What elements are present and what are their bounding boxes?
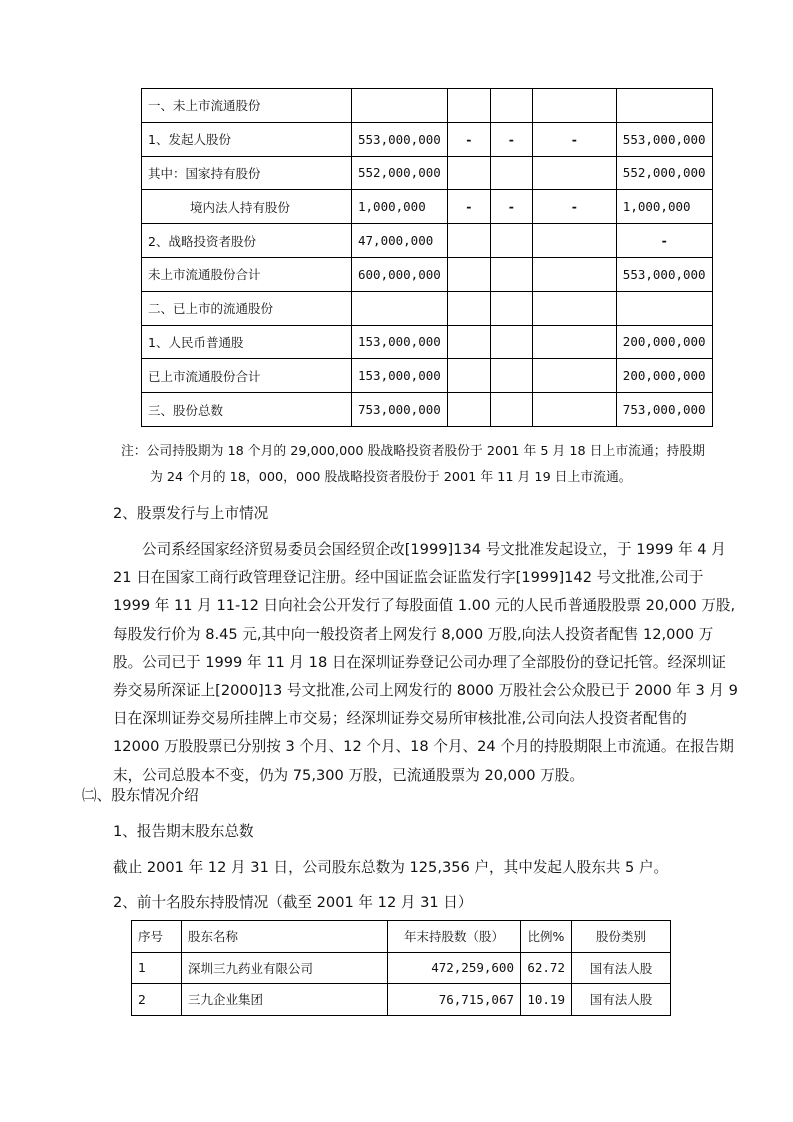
paragraph-line: 1999 年 11 月 11-12 日向社会公开发行了每股面值 1.00 元的人民币普通股股票 20,000 万股,	[113, 597, 736, 615]
table-row	[142, 89, 713, 123]
cell-c3	[532, 291, 616, 325]
table-row	[142, 122, 713, 156]
cell-c2	[490, 393, 532, 427]
cell-c3	[532, 359, 616, 393]
paragraph-line: 12000 万股股票已分别按 3 个月、12 个月、18 个月、24 个月的持股期限上市流通。在报告期	[113, 738, 734, 756]
section-title: 2、股票发行与上市情况	[113, 505, 269, 522]
column-header: 股份类别	[572, 921, 671, 953]
cell-c1	[447, 224, 490, 258]
table-row	[142, 393, 713, 427]
cell-before	[352, 89, 448, 123]
column-header: 序号	[132, 921, 182, 953]
cell-c2: -	[490, 122, 532, 156]
cell-c1	[447, 291, 490, 325]
cell-after: 1,000,000	[616, 190, 712, 224]
note-line-1: 注：公司持股期为 18 个月的 29,000,000 股战略投资者股份于 2001 年 5 月 18 日上市流通；持股期	[121, 444, 705, 459]
cell-label: 境内法人持有股份	[142, 190, 352, 224]
part-title: ㈡、股东情况介绍	[82, 787, 199, 804]
cell-c3	[532, 325, 616, 359]
cell-before: 1,000,000	[352, 190, 448, 224]
cell-c1	[447, 359, 490, 393]
cell-c1: -	[447, 122, 490, 156]
subsection-title: 2、前十名股东持股情况（截至 2001 年 12 月 31 日）	[113, 894, 473, 911]
cell-after: 753,000,000	[616, 393, 712, 427]
cell-c1	[447, 325, 490, 359]
cell-c2	[490, 257, 532, 291]
cell-c3	[532, 224, 616, 258]
table-row	[132, 952, 671, 984]
table-cell: 国有法人股	[572, 952, 671, 984]
cell-after: 200,000,000	[616, 359, 712, 393]
cell-c3	[532, 393, 616, 427]
cell-c3: -	[532, 190, 616, 224]
table-row	[142, 190, 713, 224]
paragraph-line: 公司系经国家经济贸易委员会国经贸企改[1999]134 号文批准发起设立，于 1999 年 4 月	[142, 541, 726, 558]
cell-c3	[532, 156, 616, 190]
cell-before: 600,000,000	[352, 257, 448, 291]
cell-after	[616, 291, 712, 325]
column-header: 股东名称	[182, 921, 388, 953]
table-cell: 2	[132, 984, 182, 1016]
cell-after: 553,000,000	[616, 257, 712, 291]
table-cell: 三九企业集团	[182, 984, 388, 1016]
column-header: 比例%	[521, 921, 572, 953]
cell-c1	[447, 89, 490, 123]
cell-label: 其中：国家持有股份	[142, 156, 352, 190]
cell-c1	[447, 393, 490, 427]
cell-label: 已上市流通股份合计	[142, 359, 352, 393]
table-row	[142, 325, 713, 359]
header-row	[132, 921, 671, 953]
cell-after: 200,000,000	[616, 325, 712, 359]
cell-c2	[490, 89, 532, 123]
paragraph-line: 21 日在国家工商行政管理登记注册。经中国证监会证监发行字[1999]142 号文批准,公司于	[113, 569, 704, 587]
subsection-title: 1、报告期末股东总数	[113, 823, 254, 840]
cell-before: 153,000,000	[352, 359, 448, 393]
cell-c2	[490, 291, 532, 325]
table-cell: 1	[132, 952, 182, 984]
cell-after: -	[616, 224, 712, 258]
table-cell: 472,259,600	[388, 952, 521, 984]
cell-label: 1、人民币普通股	[142, 325, 352, 359]
table-cell: 76,715,067	[388, 984, 521, 1016]
top-shareholders-table	[131, 920, 671, 1016]
table-cell: 10.19	[521, 984, 572, 1016]
cell-c2	[490, 325, 532, 359]
cell-c2	[490, 156, 532, 190]
cell-after: 552,000,000	[616, 156, 712, 190]
cell-label: 1、发起人股份	[142, 122, 352, 156]
cell-label: 2、战略投资者股份	[142, 224, 352, 258]
table-cell: 62.72	[521, 952, 572, 984]
cell-c3	[532, 257, 616, 291]
cell-label: 二、已上市的流通股份	[142, 291, 352, 325]
note-line-2: 为 24 个月的 18，000，000 股战略投资者股份于 2001 年 11 月 19 日上市流通。	[150, 470, 632, 485]
cell-c2: -	[490, 190, 532, 224]
table-row	[142, 224, 713, 258]
cell-after	[616, 89, 712, 123]
cell-c1	[447, 156, 490, 190]
table-cell: 国有法人股	[572, 984, 671, 1016]
cell-before: 553,000,000	[352, 122, 448, 156]
cell-before: 153,000,000	[352, 325, 448, 359]
cell-c1: -	[447, 190, 490, 224]
cell-c2	[490, 359, 532, 393]
table-row	[142, 257, 713, 291]
cell-before	[352, 291, 448, 325]
cell-c1	[447, 257, 490, 291]
share-structure-table	[141, 88, 713, 427]
cell-c2	[490, 224, 532, 258]
table-row	[142, 359, 713, 393]
cell-c3	[532, 89, 616, 123]
cell-label: 一、未上市流通股份	[142, 89, 352, 123]
cell-before: 753,000,000	[352, 393, 448, 427]
paragraph-line: 日在深圳证券交易所挂牌上市交易；经深圳证券交易所审核批准,公司向法人投资者配售的	[113, 710, 687, 728]
shareholder-count-text: 截止 2001 年 12 月 31 日，公司股东总数为 125,356 户，其中发起人股东共 5 户。	[113, 859, 669, 876]
table-cell: 深圳三九药业有限公司	[182, 952, 388, 984]
cell-label: 三、股份总数	[142, 393, 352, 427]
paragraph-line: 每股发行价为 8.45 元,其中向一般投资者上网发行 8,000 万股,向法人投资者配售 12,000 万	[113, 625, 714, 643]
paragraph-line: 券交易所深证上[2000]13 号文批准,公司上网发行的 8000 万股社会公众股已于 2000 年 3 月 9	[113, 682, 738, 699]
table-row	[132, 984, 671, 1016]
cell-before: 552,000,000	[352, 156, 448, 190]
table-row	[142, 156, 713, 190]
paragraph-line: 末，公司总股本不变，仍为 75,300 万股，已流通股票为 20,000 万股。	[113, 766, 584, 784]
cell-after: 553,000,000	[616, 122, 712, 156]
paragraph-line: 股。公司已于 1999 年 11 月 18 日在深圳证券登记公司办理了全部股份的登记托管。经深圳证	[113, 653, 726, 671]
cell-c3: -	[532, 122, 616, 156]
table-row	[142, 291, 713, 325]
cell-label: 未上市流通股份合计	[142, 257, 352, 291]
cell-before: 47,000,000	[352, 224, 448, 258]
column-header: 年末持股数（股）	[388, 921, 521, 953]
